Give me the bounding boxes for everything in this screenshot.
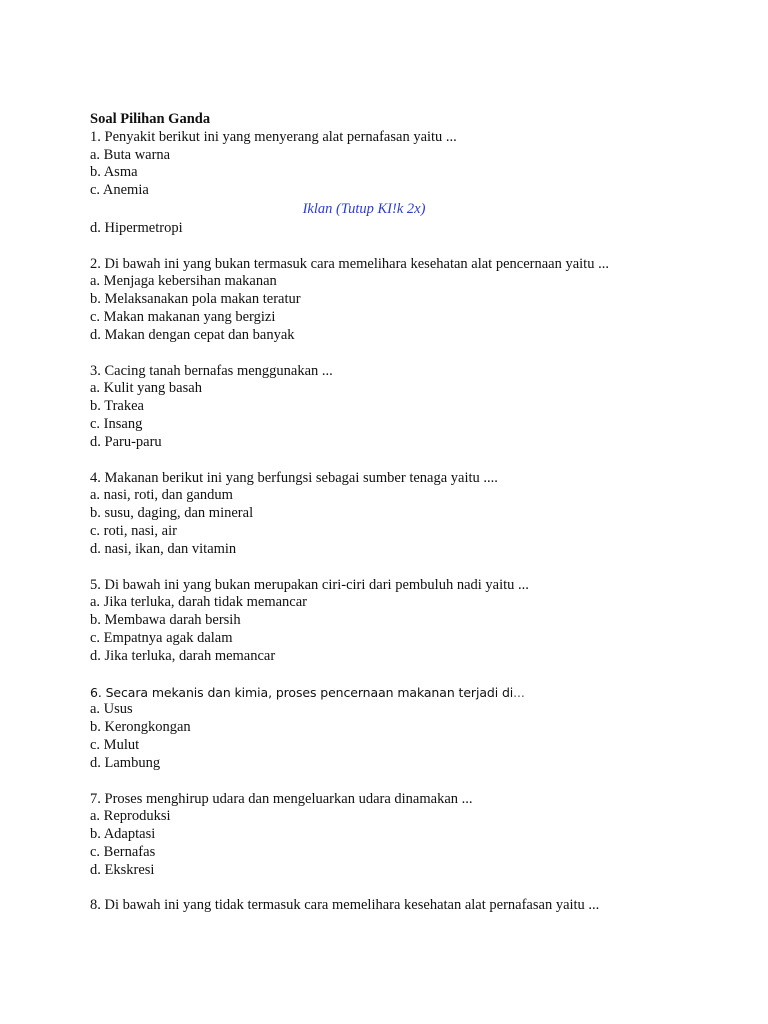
question-6 <box>90 684 730 773</box>
question-1 <box>90 129 730 238</box>
document-page <box>90 111 730 933</box>
option-d: d. Jika terluka, darah memancar <box>90 647 276 664</box>
option-d: d. Ekskresi <box>90 861 155 878</box>
option-b: b. Trakea <box>90 398 144 415</box>
question-5 <box>90 577 730 666</box>
question-text-main: 6. Secara mekanis dan kimia, proses pencernaan makanan terjadi di <box>90 684 514 700</box>
question-text: 1. Penyakit berikut ini yang menyerang alat pernafasan yaitu ... <box>90 128 457 145</box>
option-d: d. Makan dengan cepat dan banyak <box>90 326 295 343</box>
option-a: a. nasi, roti, dan gandum <box>90 487 233 504</box>
option-d: d. nasi, ikan, dan vitamin <box>90 540 237 557</box>
option-d: d. Lambung <box>90 754 161 771</box>
ad-link[interactable]: Iklan (Tutup KI!k 2x) <box>302 200 426 217</box>
question-text <box>90 684 730 702</box>
question-text-ellipsis: ... <box>513 684 525 700</box>
question-4 <box>90 470 730 559</box>
option-b: b. Kerongkongan <box>90 719 191 736</box>
option-a: a. Jika terluka, darah tidak memancar <box>90 594 307 611</box>
option-c: c. Anemia <box>90 182 149 199</box>
question-text: 7. Proses menghirup udara dan mengeluarkan udara dinamakan ... <box>90 790 473 807</box>
question-text: 5. Di bawah ini yang bukan merupakan ciri-ciri dari pembuluh nadi yaitu ... <box>90 576 529 593</box>
option-c: c. Mulut <box>90 736 140 753</box>
option-a: a. Menjaga kebersihan makanan <box>90 273 277 290</box>
document-title: Soal Pilihan Ganda <box>90 111 211 127</box>
option-b: b. susu, daging, dan mineral <box>90 505 254 522</box>
option-c: c. Insang <box>90 415 143 432</box>
option-a: a. Reproduksi <box>90 808 171 825</box>
question-3 <box>90 363 730 452</box>
option-c: c. roti, nasi, air <box>90 522 177 539</box>
option-b: b. Adaptasi <box>90 826 156 843</box>
question-text: 2. Di bawah ini yang bukan termasuk cara memelihara kesehatan alat pencernaan yaitu ... <box>90 255 609 272</box>
question-7 <box>90 791 730 880</box>
question-2 <box>90 256 730 345</box>
question-text: 8. Di bawah ini yang tidak termasuk cara memelihara kesehatan alat pernafasan yaitu ... <box>90 897 600 914</box>
question-text: 3. Cacing tanah bernafas menggunakan ... <box>90 362 333 379</box>
option-b: b. Melaksanakan pola makan teratur <box>90 291 301 308</box>
option-a: a. Kulit yang basah <box>90 380 202 397</box>
option-d: d. Paru-paru <box>90 433 162 450</box>
option-a: a. Buta warna <box>90 146 171 163</box>
option-c: c. Makan makanan yang bergizi <box>90 308 276 325</box>
question-text: 4. Makanan berikut ini yang berfungsi sebagai sumber tenaga yaitu .... <box>90 469 498 486</box>
option-b: b. Asma <box>90 164 138 181</box>
question-8 <box>90 897 730 915</box>
option-a: a. Usus <box>90 701 133 718</box>
option-c: c. Empatnya agak dalam <box>90 629 233 646</box>
option-c: c. Bernafas <box>90 843 156 860</box>
option-d: d. Hipermetropi <box>90 219 183 236</box>
option-b: b. Membawa darah bersih <box>90 612 241 629</box>
